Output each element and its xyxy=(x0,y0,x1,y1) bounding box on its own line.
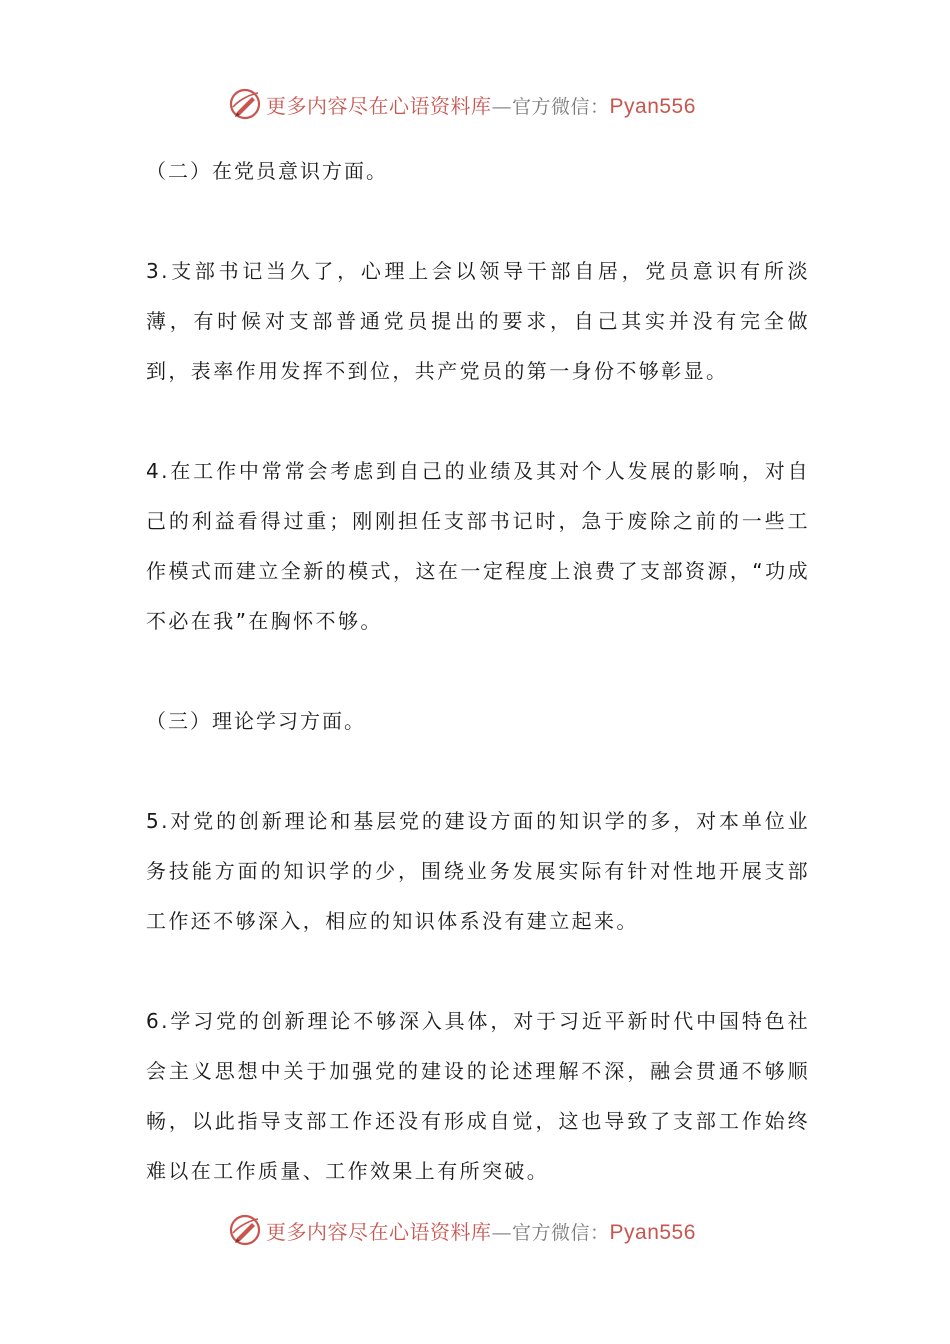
watermark-header xyxy=(228,86,696,122)
paragraph-4: 4.在工作中常常会考虑到自己的业绩及其对个人发展的影响，对自己的利益看得过重；刚刚担任支部书记时，急于废除之前的一些工作模式而建立全新的模式，这在一定程度上浪费了支部资源，“功成不必在我”在胸怀不够。 xyxy=(146,459,810,633)
paragraph-5: 5.对党的创新理论和基层党的建设方面的知识学的多，对本单位业务技能方面的知识学的少，围绕业务发展实际有针对性地开展支部工作还不够深入，相应的知识体系没有建立起来。 xyxy=(146,809,810,933)
paragraph-6: 6.学习党的创新理论不够深入具体，对于习近平新时代中国特色社会主义思想中关于加强党的建设的论述理解不深，融会贯通不够顺畅，以此指导支部工作还没有形成自觉，这也导致了支部工作始终难以在工作质量、工作效果上有所突破。 xyxy=(146,1009,810,1183)
watermark-text xyxy=(266,1216,696,1245)
document-body xyxy=(146,146,810,1246)
section-heading-3: （三）理论学习方面。 xyxy=(146,709,366,733)
watermark-official: 官方微信： xyxy=(512,95,610,118)
pen-logo-icon xyxy=(228,1213,262,1247)
watermark-dash: — xyxy=(491,93,512,118)
watermark-main: 更多内容尽在心语资料库 xyxy=(266,1219,492,1244)
watermark-wechat-id: Pyan556 xyxy=(609,1220,696,1244)
section-heading-2: （二）在党员意识方面。 xyxy=(146,159,388,183)
watermark-dash: — xyxy=(491,1219,512,1244)
watermark-footer xyxy=(228,1212,696,1248)
watermark-wechat-id: Pyan556 xyxy=(609,94,696,118)
pen-logo-icon xyxy=(228,87,262,121)
paragraph-3: 3.支部书记当久了，心理上会以领导干部自居，党员意识有所淡薄，有时候对支部普通党员提出的要求，自己其实并没有完全做到，表率作用发挥不到位，共产党员的第一身份不够彰显。 xyxy=(146,259,810,383)
watermark-text xyxy=(266,90,696,119)
watermark-official: 官方微信： xyxy=(512,1221,610,1244)
watermark-main: 更多内容尽在心语资料库 xyxy=(266,93,492,118)
